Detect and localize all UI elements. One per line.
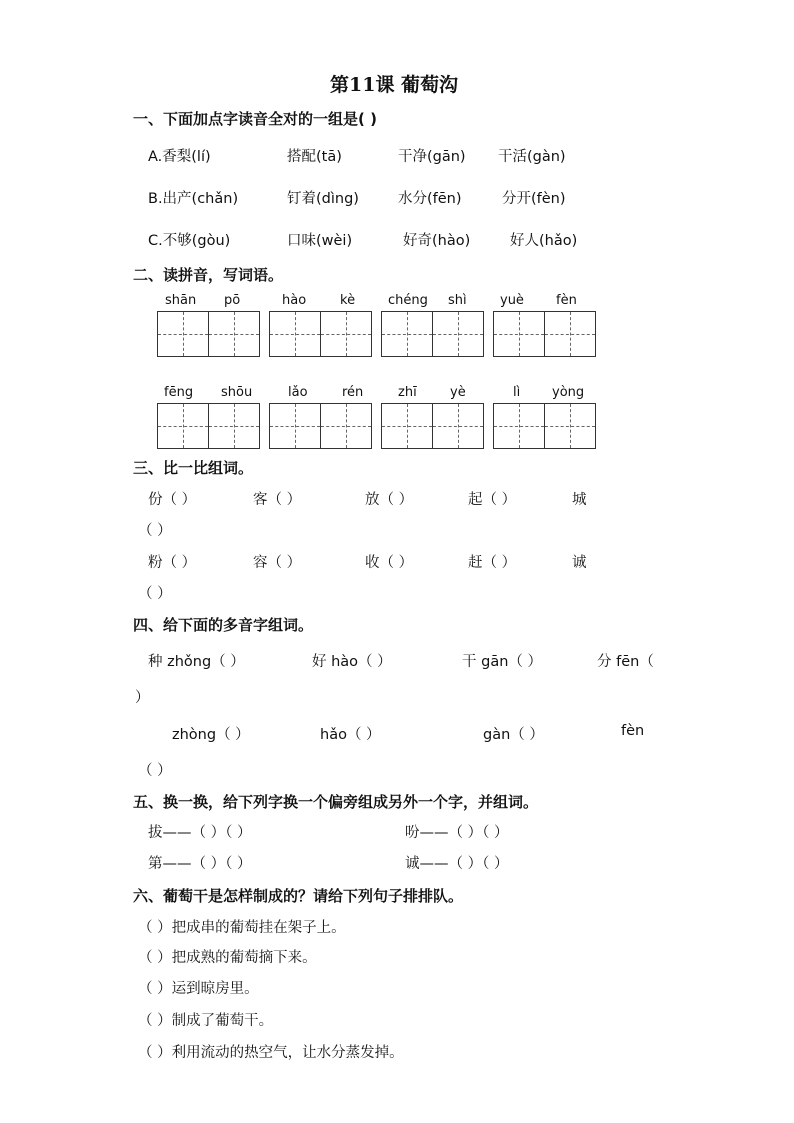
pinyin-label: fèn bbox=[556, 293, 577, 308]
writing-box[interactable] bbox=[493, 403, 596, 449]
ordering-sentence: （ ）把成串的葡萄挂在架子上。 bbox=[138, 920, 346, 936]
compare-word: 客（ ） bbox=[253, 492, 302, 508]
compare-word: 起（ ） bbox=[468, 492, 517, 508]
compare-word: 收（ ） bbox=[365, 555, 414, 571]
option-c-word-4: 好人(hǎo) bbox=[510, 233, 578, 249]
option-c-word-1: C.不够(gòu) bbox=[148, 233, 231, 249]
compare-word: 份（ ） bbox=[148, 492, 197, 508]
writing-box[interactable] bbox=[157, 311, 260, 357]
radical-item: 吩——（ ）（ ） bbox=[405, 825, 509, 841]
ordering-sentence: （ ）利用流动的热空气，让水分蒸发掉。 bbox=[138, 1045, 404, 1061]
ordering-sentence: （ ）把成熟的葡萄摘下来。 bbox=[138, 950, 317, 966]
polyphone-item: 分 fēn（ bbox=[597, 654, 654, 670]
pinyin-label: kè bbox=[340, 293, 356, 308]
section-3-heading: 三、比一比组词。 bbox=[133, 459, 254, 477]
compare-word-continued: （ ） bbox=[138, 586, 172, 602]
compare-word: 城 bbox=[572, 492, 587, 508]
pinyin-label: lǎo bbox=[288, 385, 308, 400]
polyphone-item: zhòng（ ） bbox=[172, 727, 250, 743]
section-2-heading: 二、读拼音，写词语。 bbox=[133, 266, 284, 284]
radical-item: 第——（ ）（ ） bbox=[148, 856, 252, 872]
pinyin-label: hào bbox=[282, 293, 307, 308]
polyphone-item: 干 gān（ ） bbox=[462, 654, 542, 670]
section-1-heading: 一、下面加点字读音全对的一组是( ) bbox=[133, 110, 377, 128]
option-c-word-3: 好奇(hào) bbox=[403, 233, 471, 249]
pinyin-label: shān bbox=[165, 293, 197, 308]
pinyin-label: shì bbox=[448, 293, 467, 308]
writing-box[interactable] bbox=[381, 311, 484, 357]
option-c-word-2: 口味(wèi) bbox=[287, 233, 353, 249]
polyphone-item: 种 zhǒng（ ） bbox=[148, 654, 245, 670]
compare-word: 诚 bbox=[572, 555, 587, 571]
writing-box[interactable] bbox=[157, 403, 260, 449]
option-b-word-4: 分开(fèn) bbox=[502, 191, 566, 207]
option-b-word-2: 钉着(dìng) bbox=[287, 191, 359, 207]
writing-box[interactable] bbox=[269, 403, 372, 449]
section-5-heading: 五、换一换，给下列字换一个偏旁组成另外一个字，并组词。 bbox=[133, 793, 539, 811]
ordering-sentence: （ ）运到晾房里。 bbox=[138, 981, 259, 997]
writing-box[interactable] bbox=[493, 311, 596, 357]
compare-word-continued: （ ） bbox=[138, 523, 172, 539]
polyphone-item-continued: ） bbox=[135, 690, 150, 706]
polyphone-item: fèn bbox=[621, 723, 645, 739]
pinyin-label: lì bbox=[513, 385, 521, 400]
pinyin-label: pō bbox=[224, 293, 241, 308]
section-6-heading: 六、葡萄干是怎样制成的？请给下列句子排排队。 bbox=[133, 887, 464, 905]
pinyin-label: rén bbox=[342, 385, 364, 400]
polyphone-item: hǎo（ ） bbox=[320, 727, 381, 743]
page-title: 第11课 葡萄沟 bbox=[330, 74, 459, 96]
pinyin-label: chéng bbox=[388, 293, 428, 308]
pinyin-label: yòng bbox=[552, 385, 585, 400]
radical-item: 诚——（ ）（ ） bbox=[405, 856, 509, 872]
polyphone-item: 好 hào（ ） bbox=[312, 654, 392, 670]
ordering-sentence: （ ）制成了葡萄干。 bbox=[138, 1013, 274, 1029]
section-4-heading: 四、给下面的多音字组词。 bbox=[133, 616, 314, 634]
radical-item: 拔——（ ）（ ） bbox=[148, 825, 252, 841]
writing-box[interactable] bbox=[269, 311, 372, 357]
pinyin-label: fēng bbox=[164, 385, 194, 400]
compare-word: 赶（ ） bbox=[468, 555, 517, 571]
compare-word: 容（ ） bbox=[253, 555, 302, 571]
pinyin-label: yè bbox=[450, 385, 466, 400]
polyphone-item-continued: （ ） bbox=[138, 763, 172, 779]
option-a-word-2: 搭配(tā) bbox=[287, 149, 342, 165]
compare-word: 粉（ ） bbox=[148, 555, 197, 571]
writing-box[interactable] bbox=[381, 403, 484, 449]
option-a-word-1: A.香梨(lí) bbox=[148, 149, 211, 165]
option-a-word-4: 干活(gàn) bbox=[498, 149, 566, 165]
compare-word: 放（ ） bbox=[365, 492, 414, 508]
pinyin-label: shōu bbox=[221, 385, 253, 400]
option-a-word-3: 干净(gān) bbox=[398, 149, 466, 165]
pinyin-label: zhī bbox=[398, 385, 417, 400]
option-b-word-1: B.出产(chǎn) bbox=[148, 191, 239, 207]
polyphone-item: gàn（ ） bbox=[483, 727, 544, 743]
option-b-word-3: 水分(fēn) bbox=[398, 191, 462, 207]
pinyin-label: yuè bbox=[500, 293, 524, 308]
